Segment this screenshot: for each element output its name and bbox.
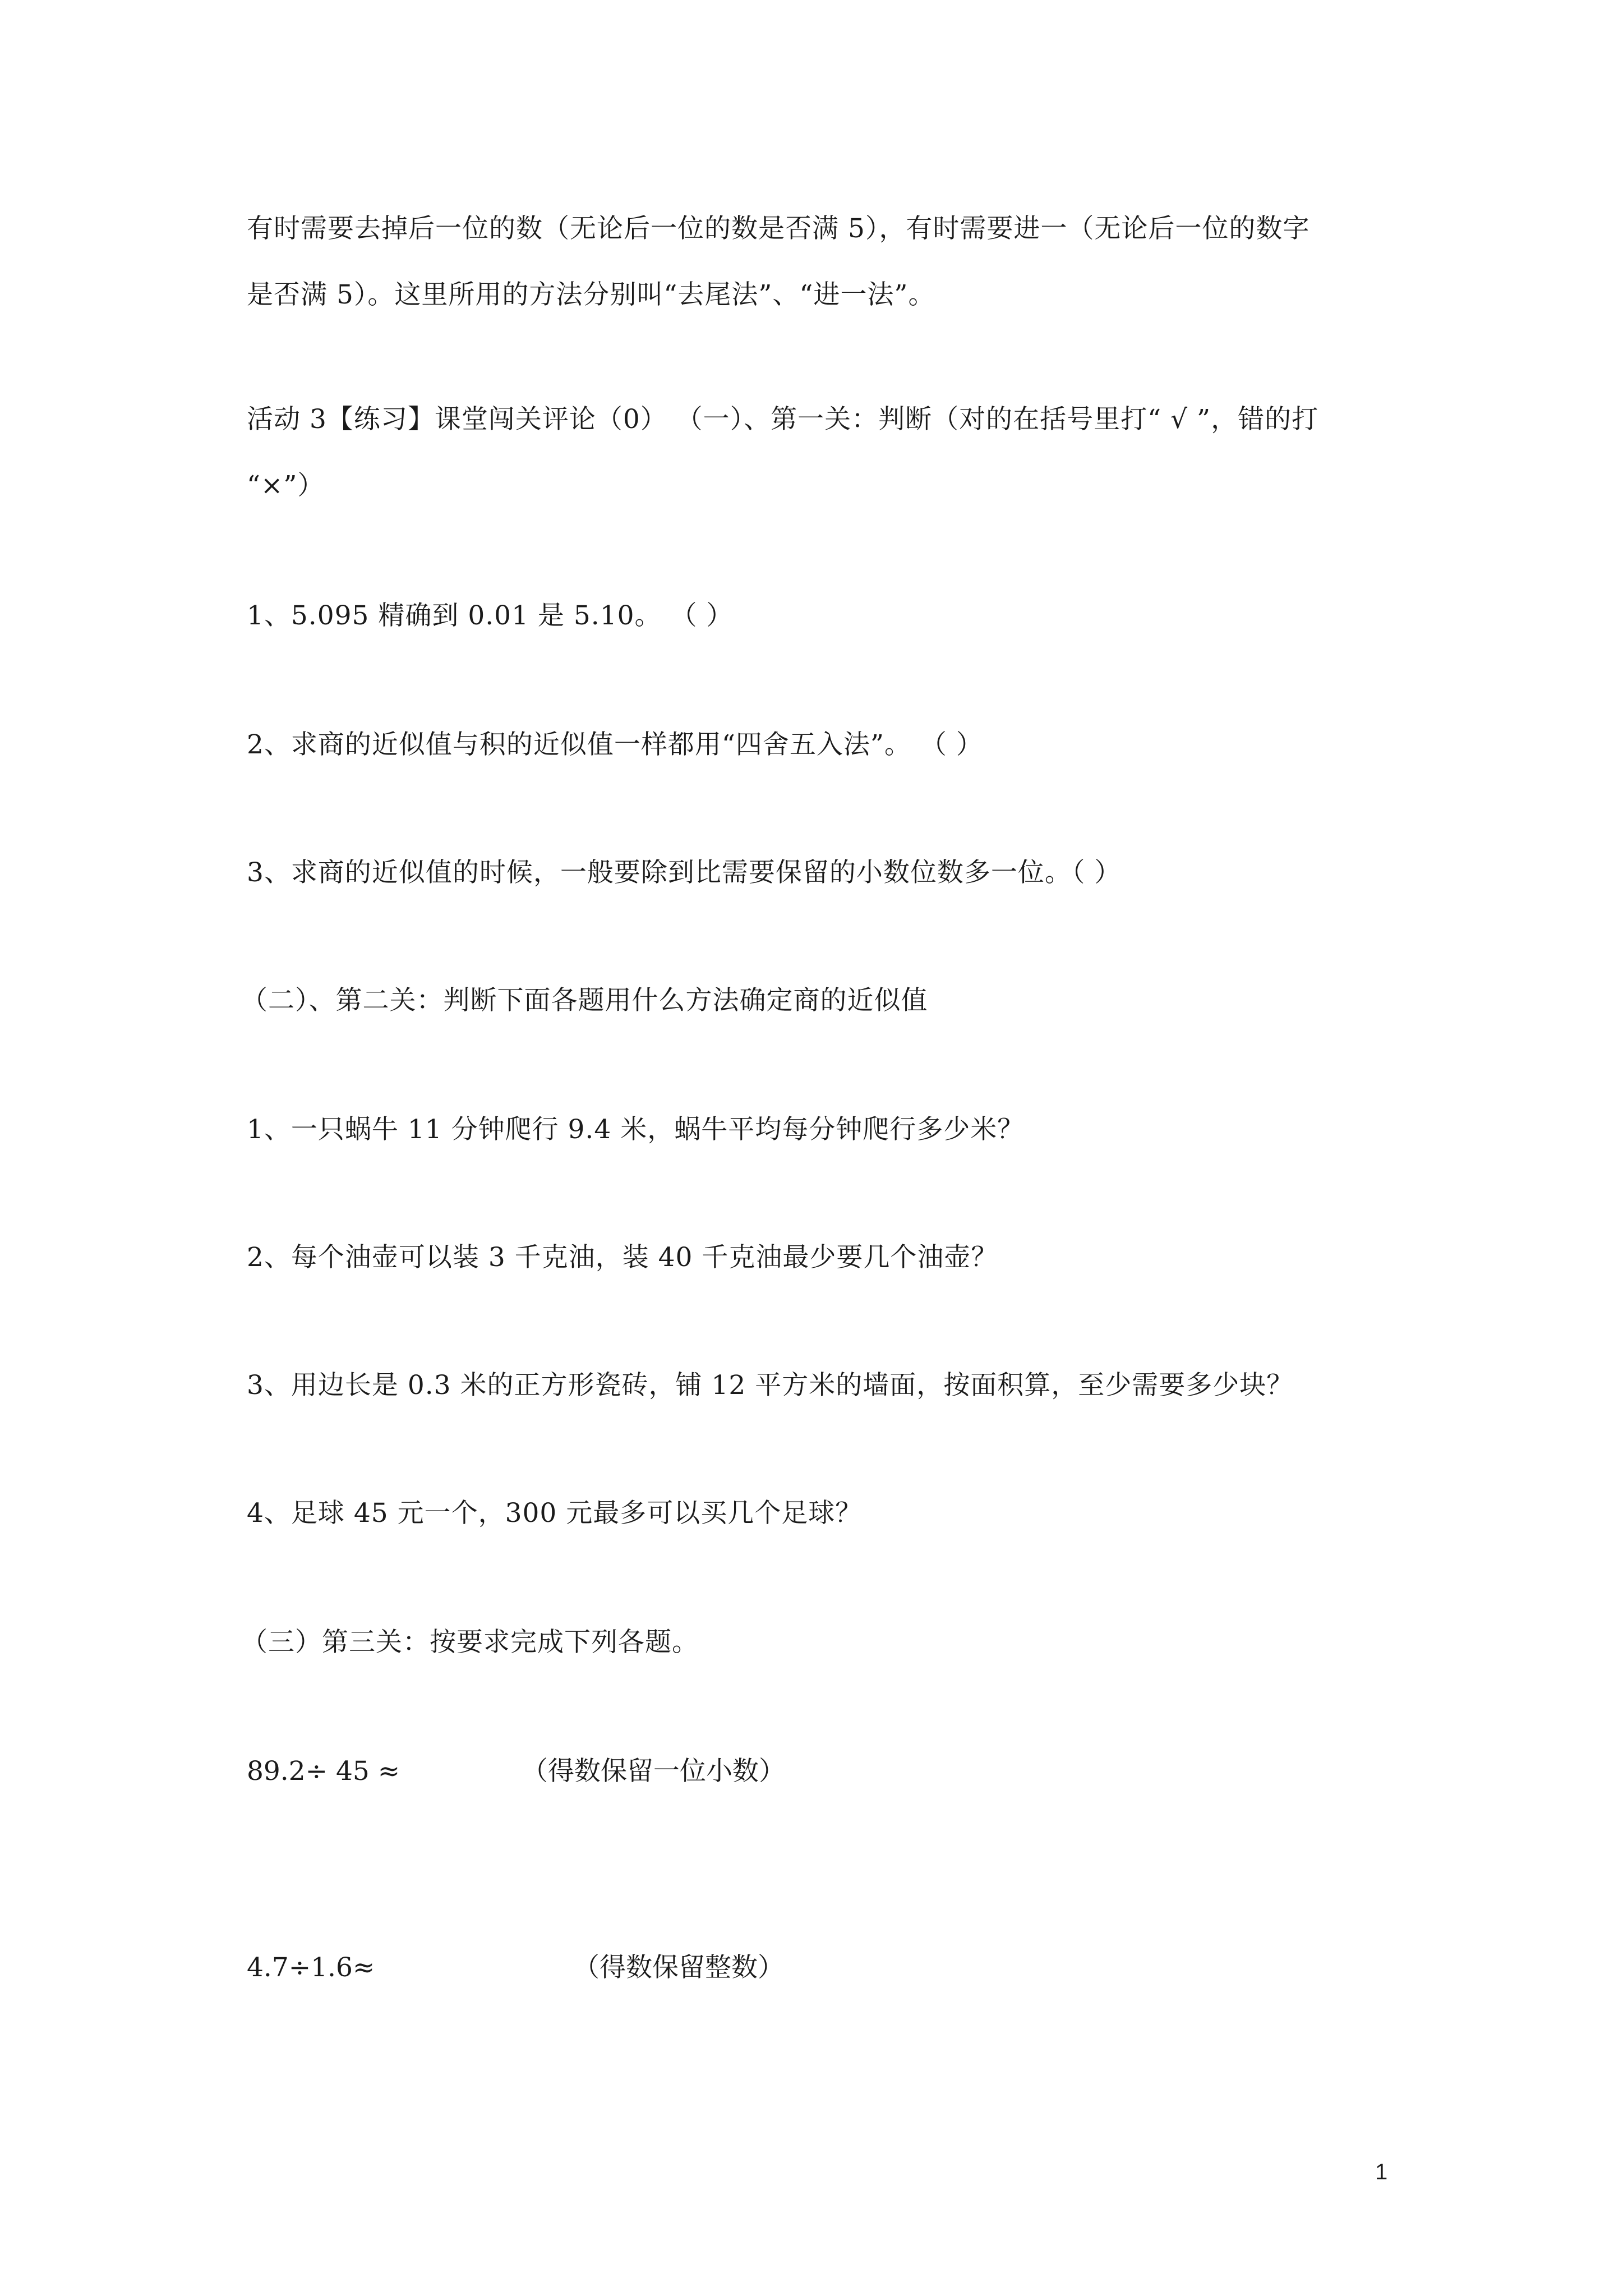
level1-item-2: 2、求商的近似值与积的近似值一样都用“四舍五入法”。 （ ） bbox=[247, 729, 983, 760]
activity-heading-line-2: “×”） bbox=[247, 470, 325, 501]
level1-item-1: 1、5.095 精确到 0.01 是 5.10。 （ ） bbox=[247, 600, 734, 631]
level3-heading: （三）第三关：按要求完成下列各题。 bbox=[241, 1627, 699, 1658]
level2-item-3: 3、用边长是 0.3 米的正方形瓷砖，铺 12 平方米的墙面，按面积算，至少需要多少块？ bbox=[247, 1370, 1294, 1401]
intro-line-2: 是否满 5）。这里所用的方法分别叫“去尾法”、“进一法”。 bbox=[247, 279, 935, 310]
level2-heading: （二）、第二关：判断下面各题用什么方法确定商的近似值 bbox=[241, 985, 928, 1016]
level2-item-4: 4、足球 45 元一个，300 元最多可以买几个足球？ bbox=[247, 1498, 863, 1529]
problem-2-expression: 4.7÷1.6≈ bbox=[247, 1952, 375, 1983]
level1-item-3: 3、求商的近似值的时候，一般要除到比需要保留的小数位数多一位。（ ） bbox=[247, 857, 1122, 888]
page-number: 1 bbox=[1375, 2160, 1388, 2184]
level2-item-2: 2、每个油壶可以装 3 千克油，装 40 千克油最少要几个油壶？ bbox=[247, 1242, 998, 1273]
activity-heading-line-1: 活动 3【练习】课堂闯关评论（0） （一）、第一关：判断（对的在括号里打“ √ ”，错的打 bbox=[247, 404, 1319, 435]
level2-item-1: 1、一只蜗牛 11 分钟爬行 9.4 米，蜗牛平均每分钟爬行多少米？ bbox=[247, 1114, 1025, 1145]
problem-1-note: （得数保留一位小数） bbox=[522, 1756, 785, 1787]
problem-2-note: （得数保留整数） bbox=[573, 1952, 784, 1983]
intro-line-1: 有时需要去掉后一位的数（无论后一位的数是否满 5），有时需要进一（无论后一位的数字 bbox=[247, 213, 1310, 244]
problem-1-expression: 89.2÷ 45 ≈ bbox=[247, 1756, 400, 1787]
